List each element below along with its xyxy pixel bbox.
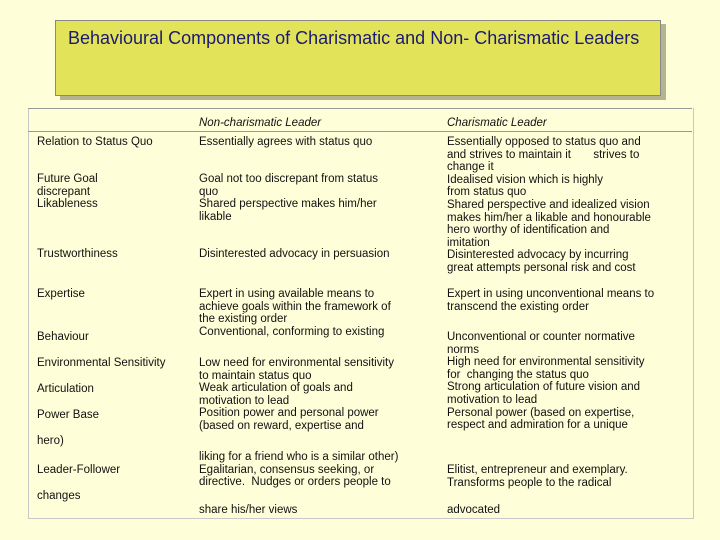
row-label-expertise: Expertise (37, 288, 85, 300)
row-label-environmental-sensitivity: Environmental Sensitivity (37, 357, 166, 369)
non-charismatic-expertise-behaviour: Expert in using available means to achieve goals within the framework of the existing order Conventional, conforming to existing (199, 288, 391, 338)
charismatic-status-quo-trust: Essentially opposed to status quo and and strives to maintain it strives to change it Idealised vision which is highly from status quo Shared perspective and idealized vision makes him/her a likable and honourable hero worthy of identification and imitation Disinterested advocacy by incurring great attempts personal risk and cost (447, 136, 651, 274)
charismatic-behaviour-power: Unconventional or counter normative norms High need for environmental sensitivity for changing the status quo Strong articulation of future vision and motivation to lead Personal power (based on expertise, respect and admiration for a unique (447, 331, 645, 432)
charismatic-expertise: Expert in using unconventional means to transcend the existing order (447, 288, 655, 313)
header-rule (28, 131, 692, 132)
header-non-charismatic: Non-charismatic Leader (199, 117, 322, 129)
title-box (55, 20, 661, 96)
charismatic-advocated: advocated (447, 504, 501, 516)
table-top-rule (28, 108, 692, 109)
row-label-hero: hero) (37, 435, 64, 447)
row-label-future-goal-likableness: Future Goal discrepant Likableness (37, 173, 98, 211)
non-charismatic-status-quo: Essentially agrees with status quo (199, 136, 373, 148)
charismatic-leader-follower: Elitist, entrepreneur and exemplary. Transforms people to the radical (447, 464, 628, 489)
row-label-behaviour: Behaviour (37, 331, 89, 343)
slide-title: Behavioural Components of Charismatic and Non- Charismatic Leaders (68, 28, 640, 48)
row-label-leader-follower: Leader-Follower (37, 464, 121, 476)
non-charismatic-leader-follower: liking for a friend who is a similar other) Egalitarian, consensus seeking, or directive. Nudges or orders people to (199, 451, 399, 489)
row-label-status-quo: Relation to Status Quo (37, 136, 153, 148)
non-charismatic-trustworthiness: Disinterested advocacy in persuasion (199, 248, 390, 260)
row-label-changes: changes (37, 490, 81, 502)
row-label-power-base: Power Base (37, 409, 100, 421)
header-charismatic: Charismatic Leader (447, 117, 547, 129)
non-charismatic-views: share his/her views (199, 504, 298, 516)
row-label-articulation: Articulation (37, 383, 94, 395)
non-charismatic-sensitivity-power: Low need for environmental sensitivity to maintain status quo Weak articulation of goals and motivation to lead Position power and personal power (based on reward, expertise and (199, 357, 394, 432)
row-label-trustworthiness: Trustworthiness (37, 248, 118, 260)
non-charismatic-goal-likableness: Goal not too discrepant from status quo Shared perspective makes him/her likable (199, 173, 378, 223)
